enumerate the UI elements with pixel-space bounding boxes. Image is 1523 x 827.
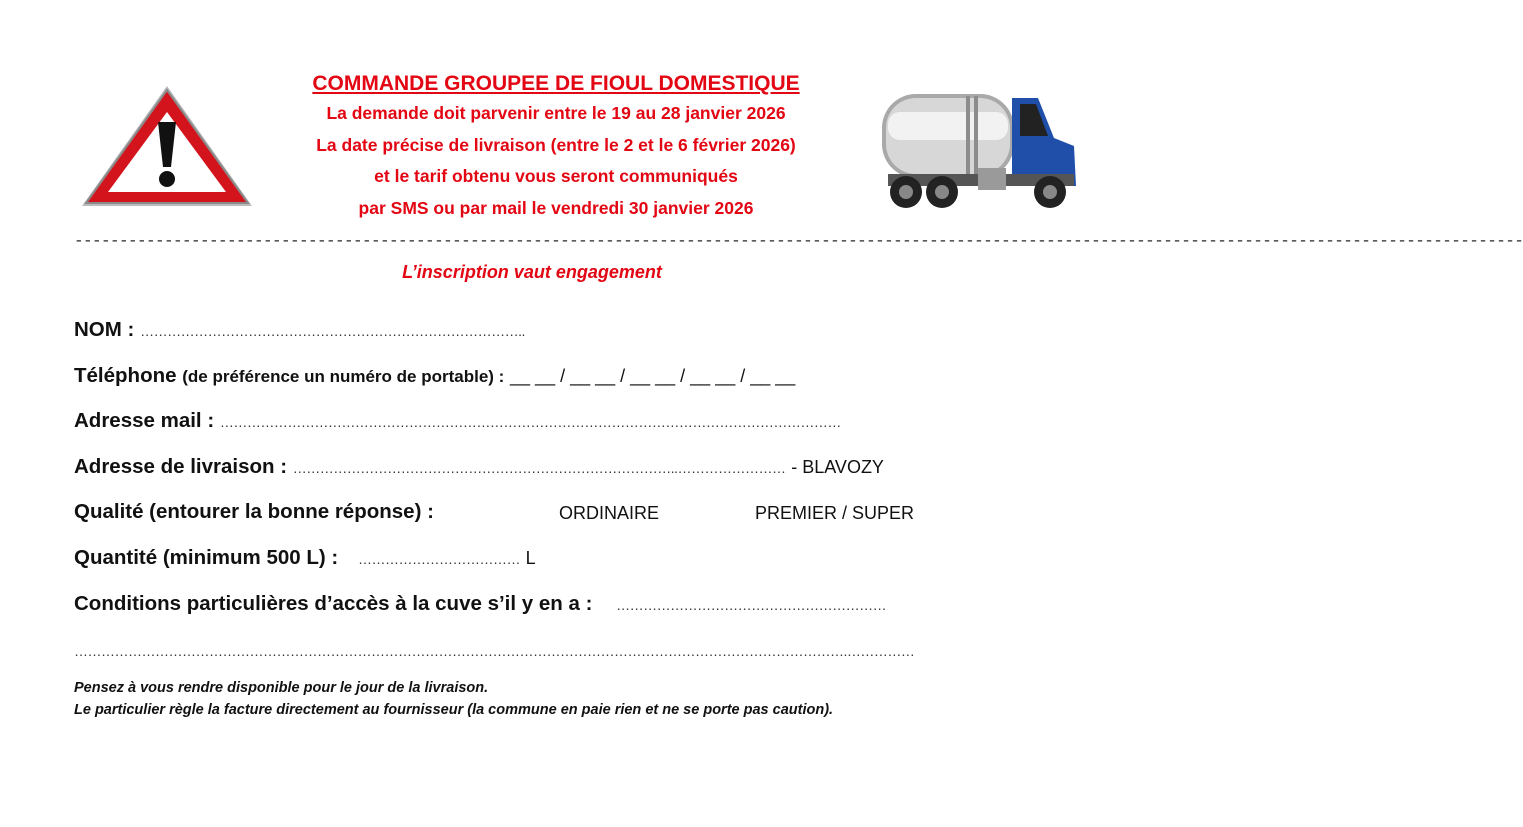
header-line-1: La demande doit parvenir entre le 19 au 28 janvier 2026 <box>326 103 786 123</box>
header-line-3: et le tarif obtenu vous seront communiqués <box>374 166 738 186</box>
quantite-unit: L <box>525 548 536 568</box>
dashed-separator: ----------------------------------------------------------------------------------------------------------------------------------------------------------------- <box>74 232 1523 250</box>
livraison-label: Adresse de livraison : <box>74 455 288 478</box>
fuel-truck-icon <box>878 86 1082 216</box>
telephone-label: Téléphone <box>74 364 177 387</box>
telephone-row <box>74 364 795 388</box>
qualite-option-premier-super[interactable]: PREMIER / SUPER <box>755 503 915 523</box>
header-line-4: par SMS ou par mail le vendredi 30 janvier 2026 <box>358 197 754 218</box>
note-2: Le particulier règle la facture directement au fournisseur (la commune en paie rien et ne se porte pas caution). <box>74 702 834 718</box>
header-line-2: La date précise de livraison (entre le 2 et le 6 février 2026) <box>316 134 796 155</box>
email-label: Adresse mail : <box>74 409 215 432</box>
conditions-row-2 <box>74 638 914 662</box>
header-block <box>240 70 872 224</box>
livraison-row <box>74 455 884 479</box>
livraison-suffix: - BLAVOZY <box>791 457 884 477</box>
page-title: COMMANDE GROUPEE DE FIOUL DOMESTIQUE <box>312 72 800 95</box>
qualite-option-ordinaire[interactable]: ORDINAIRE <box>559 503 660 523</box>
conditions-row <box>74 592 886 616</box>
email-field[interactable]: ………………………………………………………………………………………………………………………… <box>219 414 841 430</box>
footer-notes <box>74 677 833 721</box>
nom-row <box>74 318 525 342</box>
qualite-row <box>74 500 974 524</box>
nom-field[interactable]: ………………………………………………………………………….. <box>140 323 525 339</box>
livraison-field[interactable]: …………………………………………………………………………..…………………… <box>292 460 786 476</box>
engagement-text: L’inscription vaut engagement <box>402 262 662 282</box>
note-1: Pensez à vous rendre disponible pour le jour de la livraison. <box>74 680 489 696</box>
engagement-line <box>0 262 1169 283</box>
telephone-hint: (de préférence un numéro de portable) : <box>182 367 505 386</box>
qualite-label: Qualité (entourer la bonne réponse) : <box>74 500 434 523</box>
quantite-field[interactable]: ……………………………… <box>357 551 520 567</box>
conditions-field[interactable]: …………………………………………………… <box>616 597 887 613</box>
quantite-row <box>74 546 536 570</box>
conditions-label: Conditions particulières d’accès à la cuve s’il y en a : <box>74 592 593 615</box>
nom-label: NOM : <box>74 318 135 341</box>
quantite-label: Quantité (minimum 500 L) : <box>74 546 339 569</box>
conditions-field-2[interactable]: ……………………………………………………………………………………………………………………………………………………….…………… <box>74 643 915 659</box>
telephone-field[interactable]: __ __ / __ __ / __ __ / __ __ / __ __ <box>510 366 796 386</box>
warning-triangle-icon <box>78 82 256 210</box>
email-row <box>74 409 841 433</box>
